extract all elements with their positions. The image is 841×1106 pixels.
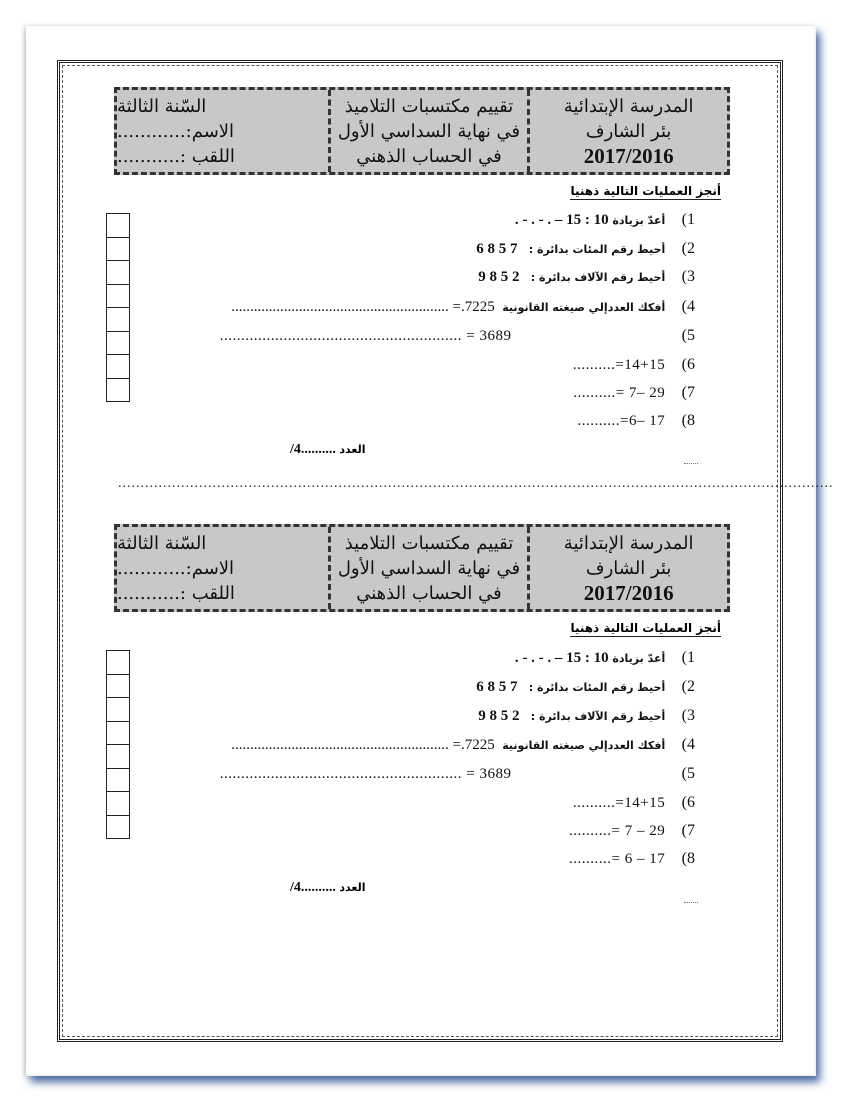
question-number: 4): [681, 736, 695, 753]
question-4: [231, 298, 695, 316]
question-6: [573, 356, 695, 374]
header-student-cell: [117, 527, 328, 609]
name-field[interactable]: الاسم:............: [116, 120, 235, 142]
school-year: 2017/2016: [583, 580, 674, 605]
question-label: أعدّ بزيادة: [612, 652, 666, 665]
title-line-1: تقييم مكتسبات التلاميذ: [344, 532, 514, 554]
question-value: 10 : 15 – . - . - .: [514, 650, 609, 666]
score: [290, 880, 366, 896]
question-number: 2): [681, 240, 695, 257]
question-2: [476, 240, 695, 258]
title-line-2: في نهاية السداسي الأول: [337, 120, 521, 142]
title-line-3: في الحساب الذهني: [356, 582, 502, 604]
question-number: 6): [681, 794, 695, 811]
grading-boxes: [106, 650, 130, 839]
header-school-cell: [527, 527, 727, 609]
question-8: [578, 412, 695, 430]
grading-box[interactable]: [106, 768, 130, 792]
grading-boxes: [106, 213, 130, 402]
question-number: 4): [681, 298, 695, 315]
grading-box[interactable]: [106, 744, 130, 768]
grading-box[interactable]: [106, 237, 130, 261]
question-value: 10 : 15 – . - . - .: [514, 212, 609, 228]
school-location: بئر الشارف: [585, 557, 672, 579]
surname-field[interactable]: اللقب :...........: [116, 145, 235, 167]
question-number: 3): [681, 707, 695, 724]
name-field[interactable]: الاسم:............: [116, 557, 235, 579]
grading-box[interactable]: [106, 697, 130, 721]
answer-line[interactable]: 14+15=..........: [572, 795, 666, 811]
school-name: المدرسة الإبتدائية: [563, 95, 694, 117]
header-table: [114, 87, 730, 175]
answer-line[interactable]: 14+15=..........: [572, 357, 666, 373]
title-line-2: في نهاية السداسي الأول: [337, 557, 521, 579]
score: [290, 442, 366, 458]
question-label: أحيط رقم المئات بدائرة :: [528, 681, 666, 694]
question-2: [476, 678, 695, 696]
spellcheck-mark: [684, 459, 698, 464]
question-value: 2 5 8 9: [478, 708, 520, 724]
grading-box[interactable]: [106, 284, 130, 308]
answer-line[interactable]: 3689 = .........................................................: [219, 766, 512, 782]
question-5: [220, 765, 695, 783]
question-value: 7 5 8 6: [476, 241, 518, 257]
question-label: أحيط رقم الآلاف بدائرة :: [530, 710, 666, 723]
question-label: أفكك العددإلي صيغته القانونية: [502, 739, 666, 752]
question-value: 7 5 8 6: [476, 679, 518, 695]
grading-box[interactable]: [106, 650, 130, 674]
question-number: 2): [681, 678, 695, 695]
question-number: 7): [681, 822, 695, 839]
question-label: أعدّ بزيادة: [612, 214, 666, 227]
question-number: 1): [681, 211, 695, 228]
question-1: [515, 649, 695, 667]
header-student-cell: [117, 90, 328, 172]
cut-line: ...............................................................................................................................................................: [118, 476, 834, 491]
question-7: [569, 822, 695, 840]
grading-box[interactable]: [106, 815, 130, 840]
question-7: [573, 384, 695, 402]
question-label: أفكك العددإلي صيغته القانونية: [502, 301, 666, 314]
grade-label: السّنة الثالثة: [116, 95, 207, 117]
school-location: بئر الشارف: [585, 120, 672, 142]
score-label: العدد: [339, 881, 366, 894]
header-table: [114, 524, 730, 612]
question-number: 1): [681, 649, 695, 666]
score-value[interactable]: ..........4/: [290, 880, 336, 895]
grading-box[interactable]: [106, 791, 130, 815]
question-number: 5): [681, 327, 695, 344]
question-8: [569, 850, 695, 868]
grading-box[interactable]: [106, 354, 130, 378]
answer-line[interactable]: 7225.= ..........................................................: [231, 299, 495, 315]
question-number: 8): [681, 850, 695, 867]
answer-line[interactable]: 29 –7 =..........: [573, 385, 666, 401]
question-6: [573, 794, 695, 812]
question-number: 8): [681, 412, 695, 429]
score-label: العدد: [339, 443, 366, 456]
header-title-cell: [328, 527, 528, 609]
school-year: 2017/2016: [583, 143, 674, 168]
header-school-cell: [527, 90, 727, 172]
school-name: المدرسة الإبتدائية: [563, 532, 694, 554]
question-1: [515, 211, 695, 229]
question-label: أحيط رقم المئات بدائرة :: [528, 243, 666, 256]
spellcheck-mark: [684, 898, 698, 903]
answer-line[interactable]: 29 – 7 =..........: [569, 823, 666, 839]
question-number: 7): [681, 384, 695, 401]
grading-box[interactable]: [106, 260, 130, 284]
answer-line[interactable]: 7225.= ..........................................................: [231, 737, 495, 753]
question-3: [478, 707, 695, 725]
surname-field[interactable]: اللقب :...........: [116, 582, 235, 604]
question-3: [478, 268, 695, 286]
instruction: أنجز العمليات التالية ذهنيا: [570, 621, 721, 635]
question-number: 3): [681, 268, 695, 285]
title-line-3: في الحساب الذهني: [356, 145, 502, 167]
question-number: 5): [681, 765, 695, 782]
question-5: [220, 327, 695, 345]
grading-box[interactable]: [106, 331, 130, 355]
answer-line[interactable]: 17 –6=..........: [577, 413, 666, 429]
answer-line[interactable]: 3689 = .........................................................: [219, 328, 512, 344]
grading-box[interactable]: [106, 721, 130, 745]
grade-label: السّنة الثالثة: [116, 532, 207, 554]
answer-line[interactable]: 17 – 6 =..........: [569, 851, 666, 867]
grading-box[interactable]: [106, 307, 130, 331]
header-title-cell: [328, 90, 528, 172]
instruction: أنجز العمليات التالية ذهنيا: [570, 184, 721, 198]
question-4: [231, 736, 695, 754]
score-value[interactable]: ..........4/: [290, 442, 336, 457]
grading-box[interactable]: [106, 378, 130, 403]
question-number: 6): [681, 356, 695, 373]
title-line-1: تقييم مكتسبات التلاميذ: [344, 95, 514, 117]
question-value: 2 5 8 9: [478, 269, 520, 285]
question-label: أحيط رقم الآلاف بدائرة :: [530, 271, 666, 284]
grading-box[interactable]: [106, 213, 130, 237]
grading-box[interactable]: [106, 674, 130, 698]
